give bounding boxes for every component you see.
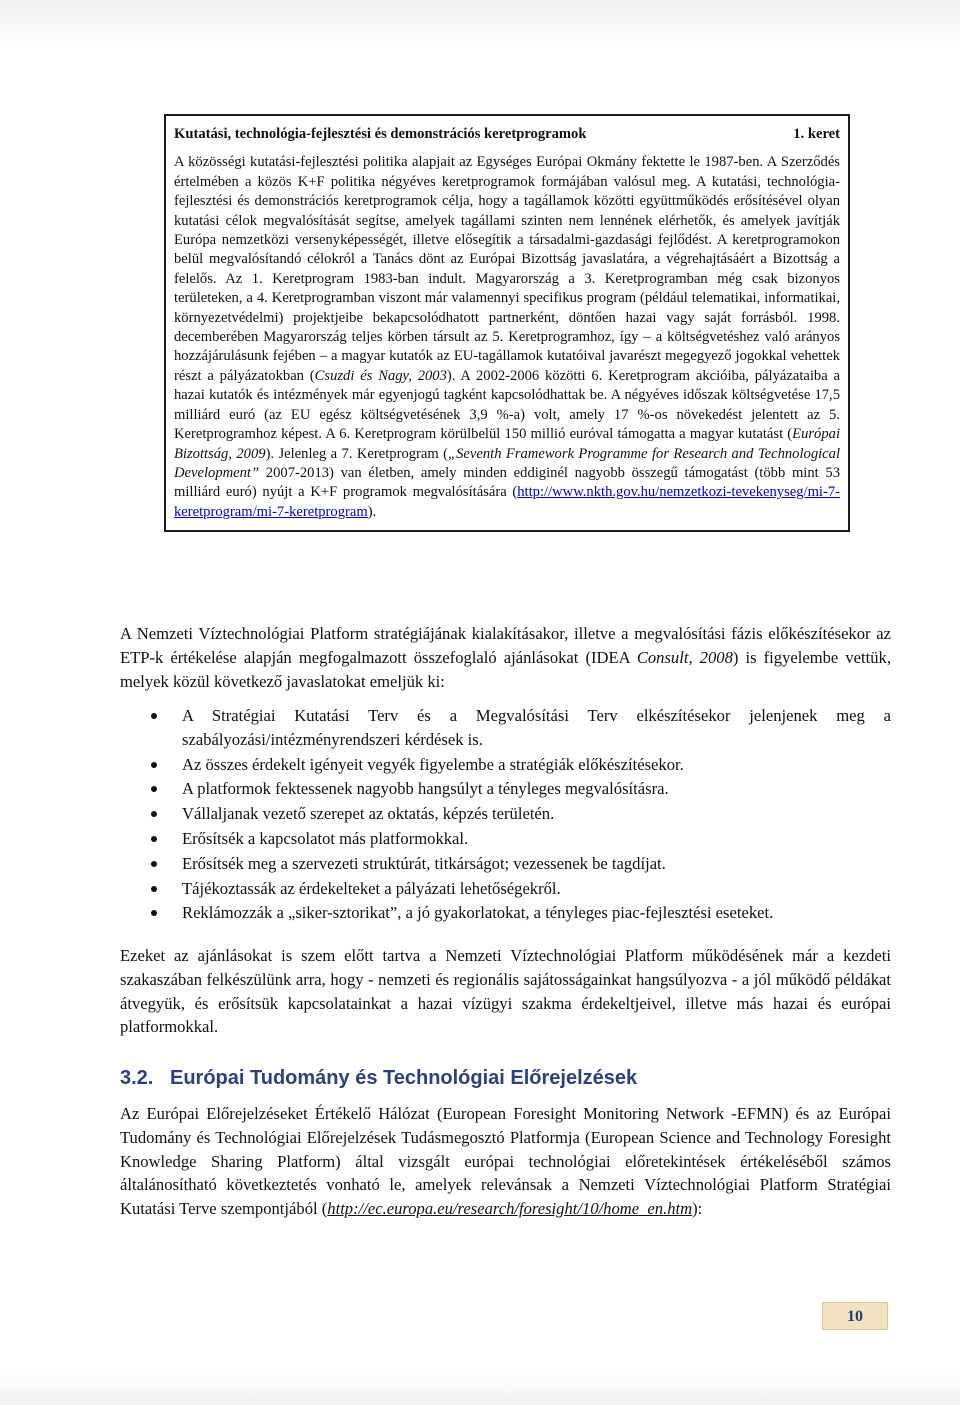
citation-bizottsag: Európai Bizottság, 2009 [174, 426, 840, 462]
bullet-icon [151, 811, 157, 817]
list-item [120, 704, 891, 752]
list-item-text: Vállaljanak vezető szerepet az oktatás, képzés területén. [182, 804, 555, 824]
box-text [174, 153, 840, 522]
list-item [120, 852, 891, 876]
page-number: 10 [822, 1302, 888, 1330]
box-text-3: ). Jelenleg a 7. Keretprogram ( [265, 445, 449, 462]
bullet-icon [151, 861, 157, 867]
box-text-2: ). A 2002-2006 közötti 6. Keretprogram akcióiba, pályázataiba a hazai kutatók és intézmények már egyenjogú tagként kapcsolódhattak be. A négyéves időszak költségvetése 17,5 milliárd euró (az EU egész költségvetésének 3,9 %-a) volt, amely 17 %-os növekedést jelentett az 5. Keretprogramhoz képest. A 6. Keretprogram körülbelül 150 millió euróval támogatta a magyar kutatást ( [174, 367, 840, 443]
box-text-4: 2007-2013) van életben, amely minden eddiginél nagyobb összegű támogatást (több mint 53 milliárd euró) nyújt a K+F programok megvalósítására ( [174, 464, 840, 501]
list-item [120, 877, 891, 901]
box-tag: 1. keret [793, 126, 840, 142]
box-header [174, 125, 840, 144]
bullet-icon [151, 762, 157, 768]
section-title: Európai Tudomány és Technológiai Előrejelzések [170, 1067, 638, 1089]
list-item-text: Erősítsék meg a szervezeti struktúrát, titkárságot; vezessenek be tagdíjat. [182, 853, 666, 873]
nkth-link[interactable]: http://www.nkth.gov.hu/nemzetkozi-tevekenyseg/mi-7-keretprogram/mi-7-keretprogram [174, 484, 840, 520]
list-item [120, 777, 891, 801]
programme-name: „Seventh Framework Programme for Research and Technological Development” [174, 445, 840, 481]
recommendation-list [120, 704, 891, 926]
foresight-text-a: Az Európai Előrejelzéseket Értékelő Hálózat (European Foresight Monitoring Network -EFMN) és az Európai Tudomány és Technológiai Előrejelzések Tudásmegosztó Platformja (European Science and Technology Foresight Knowledge Sharing Platform) által vizsgált európai technológiai előretekintések értékeléséből számos általánosítható következtetés vonható le, amelyek relevánsak a Nemzeti Víztechnológiai Platform Stratégiai Kutatási Terve szempontjából ( [120, 1104, 891, 1219]
list-item-text: Erősítsék a kapcsolatot más platformokkal. [182, 828, 469, 848]
bullet-icon [151, 713, 157, 719]
intro-paragraph [120, 622, 891, 693]
citation-idea: Consult, 2008 [636, 647, 733, 667]
list-item [120, 827, 891, 851]
list-item-text: A Stratégiai Kutatási Terv és a Megvalósítási Terv elkészítésekor jelenjenek meg a szabályozási/intézményrendszeri kérdések is. [182, 706, 891, 749]
bullet-icon [151, 786, 157, 792]
bullet-icon [151, 910, 157, 916]
list-item-text: A platformok fektessenek nagyobb hangsúlyt a tényleges megvalósításra. [182, 779, 669, 799]
list-item-text: Tájékoztassák az érdekelteket a pályázati lehetőségekről. [182, 878, 561, 898]
foresight-paragraph [120, 1102, 891, 1221]
section-number: 3.2. [120, 1067, 154, 1089]
box-title: Kutatási, technológia-fejlesztési és demonstrációs keretprogramok [174, 126, 587, 142]
framework-programme-box [164, 114, 850, 532]
list-item-text: Az összes érdekelt igényeit vegyék figyelembe a stratégiák előkészítésekor. [182, 754, 684, 774]
section-heading [120, 1064, 891, 1092]
platform-paragraph [120, 944, 891, 1039]
platform-text: Ezeket az ajánlásokat is szem előtt tartva a Nemzeti Víztechnológiai Platform működésének már a kezdeti szakaszában felkészülünk arra, hogy - nemzeti és regionális sajátosságainkat hangsúlyozva - a jól működő példákat átvegyük, és erősítsük kapcsolatainkat a hazai vízügyi szakma érdekeltjeivel, illetve más hazai és európai platformokkal. [120, 946, 891, 1037]
intro-text-b: ) is figyelembe vettük, melyek közül következő javaslatokat emeljük ki: [120, 647, 891, 691]
box-text-1: A közösségi kutatási-fejlesztési politika alapjait az Egységes Európai Okmány fektette le 1987-ben. A Szerződés értelmében a közös K+F politika négyéves keretprogramok formájában valósul meg. A kutatási, technológia-fejlesztési és demonstrációs keretprogramok célja, hogy a tagállamok közötti együttműködés erősítésével olyan kutatási célok megvalósítását segítse, amelyek tagállami szinten nem lennének elérhetők, és amelyek javítják Európa nemzetközi versenyképességét, illetve elősegítik a társadalmi-gazdasági fejlődést. A keretprogramokon belül megvalósítandó célokról a Tanács dönt az Európai Bizottság javaslatára, a végrehajtásáért a Bizottság a felelős. Az 1. Keretprogram 1983-ban indult. Magyarország a 3. Keretprogramban még csak bizonyos területeken, a 4. Keretprogramban viszont már valamennyi specifikus program (például telematikai, informatikai, környezetvédelmi) projektjeibe bekapcsolódhatott partnerként, döntően hazai vagy saját forrásból. 1998. decemberében Magyarország teljes körben társult az 5. Keretprogramhoz, így – a költségvetéshez való arányos hozzájárulásunk fejében – a magyar kutatók az EU-tagállamok kutatóival javarészt megegyező jogokkal vehettek részt a pályázatokban ( [174, 154, 840, 384]
bullet-icon [151, 836, 157, 842]
citation-csuzdi: Csuzdi és Nagy, 2003 [314, 367, 447, 384]
intro-text-a: A Nemzeti Víztechnológiai Platform stratégiájának kialakításakor, illetve a megvalósítási fázis előkészítésekor az ETP-k értékelése alapján megfogalmazott összefoglaló ajánlásokat (IDEA [120, 624, 891, 667]
bullet-icon [151, 886, 157, 892]
list-item [120, 753, 891, 777]
list-item [120, 901, 891, 925]
europa-link[interactable]: http://ec.europa.eu/research/foresight/10/home_en.htm [327, 1199, 693, 1219]
box-text-5: ). [367, 503, 377, 520]
list-item-text: Reklámozzák a „siker-sztorikat”, a jó gyakorlatokat, a tényleges piac-fejlesztési eseteket. [182, 903, 774, 923]
list-item [120, 802, 891, 826]
foresight-text-b: ): [692, 1199, 703, 1219]
